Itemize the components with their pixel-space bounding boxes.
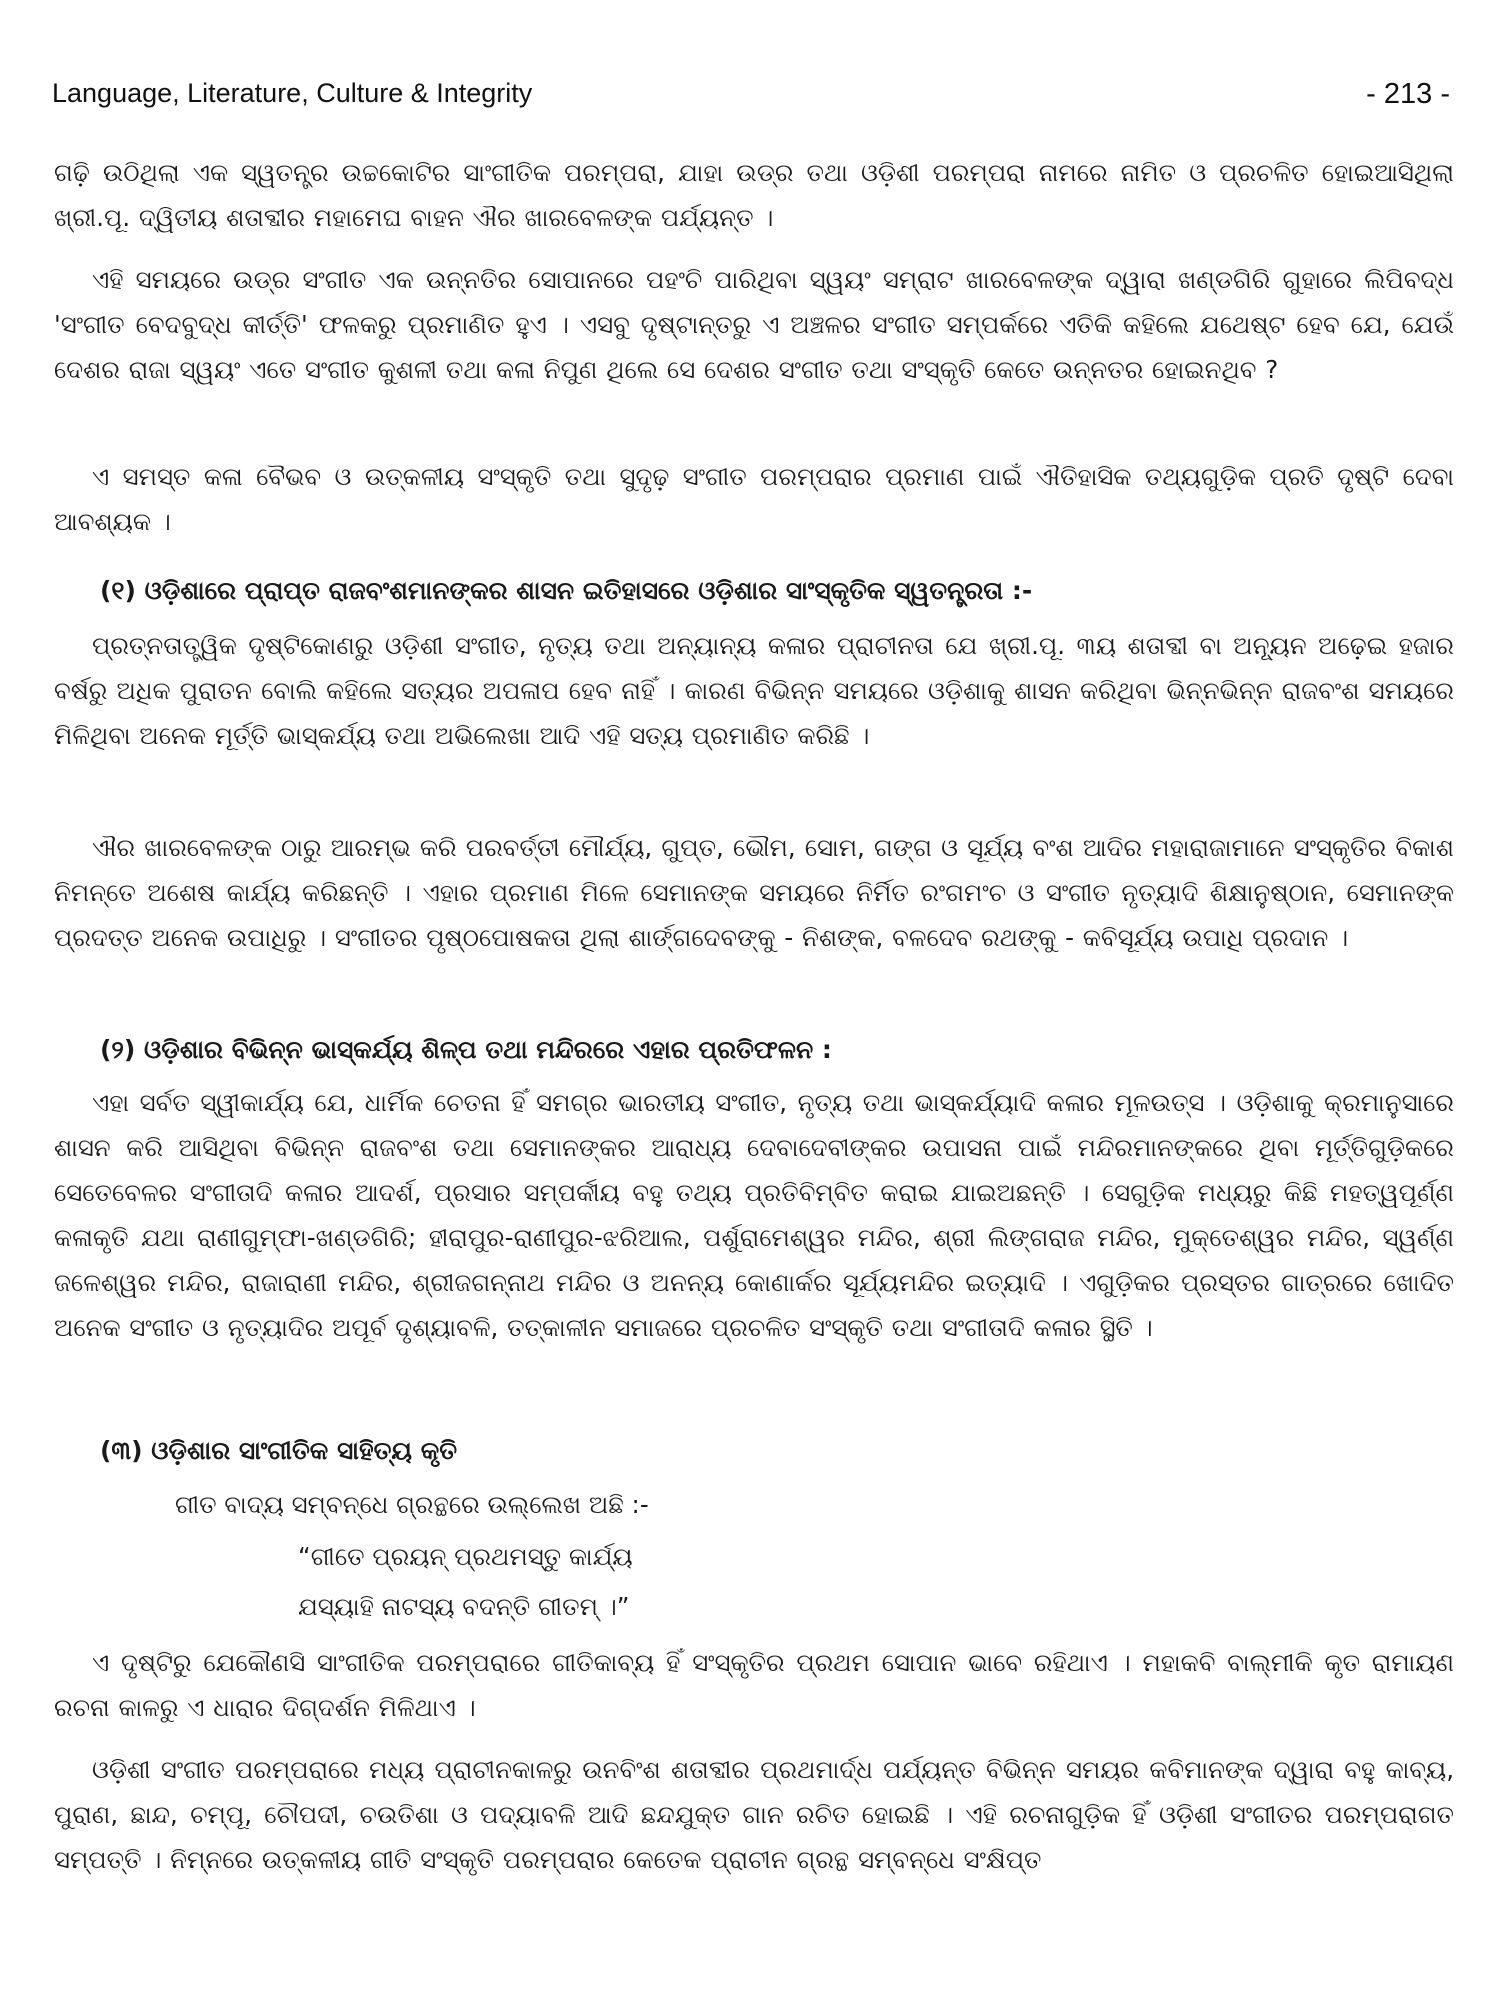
verse-intro: ଗୀତ ବାଦ୍ୟ ସମ୍ବନ୍ଧେ ଗ୍ରନ୍ଥରେ ଉଲ୍ଲେଖ ଅଛି :- [175,1490,649,1519]
paragraph-3: ଏ ସମସ୍ତ କଳା ବୈଭବ ଓ ଉତ୍କଳୀୟ ସଂସ୍କୃତି ତଥା ସୁଦୃଢ଼ ସଂଗୀତ ପରମ୍ପରାର ପ୍ରମାଣ ପାଇଁ ଐତିହାସିକ ତଥ୍ୟଗୁଡ଼ିକ ପ୍ରତି ଦୃଷ୍ଟି ଦେବା ଆବଶ୍ୟକ । [54,462,1454,536]
section-heading-2: (୨) ଓଡ଼ିଶାର ବିଭିନ୍ନ ଭାସ୍କର୍ଯ୍ୟ ଶିଳ୍ପ ତଥା ମନ୍ଦିରରେ ଏହାର ପ୍ରତିଫଳନ : [100,1035,832,1064]
paragraph-6: ଏହା ସର୍ବତ ସ୍ୱୀକାର୍ଯ୍ୟ ଯେ, ଧାର୍ମିକ ଚେତନା ହିଁ ସମଗ୍ର ଭାରତୀୟ ସଂଗୀତ, ନୃତ୍ୟ ତଥା ଭାସ୍କର୍ଯ୍ୟାଦି କଳାର ମୂଳଉତ୍ସ । ଓଡ଼ିଶାକୁ କ୍ରମାନୁସାରେ ଶାସନ କରି ଆସିଥିବା ବିଭିନ୍ନ ରାଜବଂଶ ତଥା ସେମାନଙ୍କର ଆରାଧ୍ୟ ଦେବାଦେବୀଙ୍କର ଉପାସନା ପାଇଁ ମନ୍ଦିରମାନଙ୍କରେ ଥିବା ମୂର୍ତ୍ତିଗୁଡ଼ିକରେ ସେତେବେଳର ସଂଗୀତାଦି କଳାର ଆଦର୍ଶ, ପ୍ରସାର ସମ୍ପର୍କୀୟ ବହୁ ତଥ୍ୟ ପ୍ରତିବିମ୍ବିତ କରାଇ ଯାଇଅଛନ୍ତି । ସେଗୁଡ଼ିକ ମଧ୍ୟରୁ କିଛି ମହତ୍ୱପୂର୍ଣ୍ଣ କଳାକୃତି ଯଥା ରାଣୀଗୁମ୍ଫା-ଖଣ୍ଡଗିରି; ହୀରାପୁର-ରାଣୀପୁର-ଝରିଆଲ, ପର୍ଶୁରାମେଶ୍ୱର ମନ୍ଦିର, ଶ୍ରୀ ଲିଙ୍ଗରାଜ ମନ୍ଦିର, ମୁକ୍ତେଶ୍ୱର ମନ୍ଦିର, ସ୍ୱର୍ଣ୍ଣ ଜଳେଶ୍ୱର ମନ୍ଦିର, ରାଜାରାଣୀ ମନ୍ଦିର, ଶ୍ରୀଜଗନ୍ନାଥ ମନ୍ଦିର ଓ ଅନନ୍ୟ କୋଣାର୍କର ସୂର୍ଯ୍ୟମନ୍ଦିର ଇତ୍ୟାଦି । ଏଗୁଡ଼ିକର ପ୍ରସ୍ତର ଗାତ୍ରରେ ଖୋଦିତ ଅନେକ ସଂଗୀତ ଓ ନୃତ୍ୟାଦିର ଅପୂର୍ବ ଦୃଶ୍ୟାବଳି, ତତ୍କାଳୀନ ସମାଜରେ ପ୍ରଚଳିତ ସଂସ୍କୃତି ତଥା ସଂଗୀତାଦି କଳାର ସ୍ଥିତି । [54,1088,1454,1342]
section-heading-1: (୧) ଓଡ଼ିଶାରେ ପ୍ରାପ୍ତ ରାଜବଂଶମାନଙ୍କର ଶାସନ ଇତିହାସରେ ଓଡ଼ିଶାର ସାଂସ୍କୃତିକ ସ୍ୱତନ୍ତ୍ରତା :- [100,576,1033,605]
verse-line-1: “ଗୀତେ ପ୍ରୟନ୍ ପ୍ରଥମସ୍ତୁ କାର୍ଯ୍ୟ [298,1542,633,1571]
paragraph-4: ପ୍ରତ୍ନତାତ୍ତ୍ୱିକ ଦୃଷ୍ଟିକୋଣରୁ ଓଡ଼ିଶୀ ସଂଗୀତ, ନୃତ୍ୟ ତଥା ଅନ୍ୟାନ୍ୟ କଳାର ପ୍ରାଚୀନତା ଯେ ଖ୍ରୀ.ପୂ. ୩ୟ ଶତାବ୍ଦୀ ବା ଅନ୍ୟୂନ ଅଢ଼େଇ ହଜାର ବର୍ଷରୁ ଅଧିକ ପୁରାତନ ବୋଲି କହିଲେ ସତ୍ୟର ଅପଳାପ ହେବ ନାହିଁ । କାରଣ ବିଭିନ୍ନ ସମୟରେ ଓଡ଼ିଶାକୁ ଶାସନ କରିଥିବା ଭିନ୍ନଭିନ୍ନ ରାଜବଂଶ ସମୟରେ ମିଳିଥିବା ଅନେକ ମୂର୍ତ୍ତି ଭାସ୍କର୍ଯ୍ୟ ତଥା ଅଭିଲେଖା ଆଦି ଏହି ସତ୍ୟ ପ୍ରମାଣିତ କରିଛି । [54,631,1454,750]
section-heading-3: (୩) ଓଡ଼ିଶାର ସାଂଗୀତିକ ସାହିତ୍ୟ କୃତି [100,1436,458,1465]
running-header-title: Language, Literature, Culture & Integrity [52,78,533,108]
paragraph-1: ଗଢ଼ି ଉଠିଥିଲା ଏକ ସ୍ୱତନ୍ତ୍ର ଉଚ୍ଚକୋଟିର ସାଂଗୀତିକ ପରମ୍ପରା, ଯାହା ଉଡ୍ର ତଥା ଓଡ଼ିଶୀ ପରମ୍ପରା ନାମରେ ନାମିତ ଓ ପ୍ରଚଳିତ ହୋଇଆସିଥିଲା ଖ୍ରୀ.ପୂ. ଦ୍ୱିତୀୟ ଶତାବ୍ଦୀର ମହାମେଘ ବାହନ ଐର ଖାରବେଳଙ୍କ ପର୍ଯ୍ୟନ୍ତ । [54,158,1454,232]
paragraph-5: ଐର ଖାରବେଳଙ୍କ ଠାରୁ ଆରମ୍ଭ କରି ପରବର୍ତ୍ତୀ ମୌର୍ଯ୍ୟ, ଗୁପ୍ତ, ଭୌମ, ସୋମ, ଗଙ୍ଗ ଓ ସୂର୍ଯ୍ୟ ବଂଶ ଆଦିର ମହାରାଜାମାନେ ସଂସ୍କୃତିର ବିକାଶ ନିମନ୍ତେ ଅଶେଷ କାର୍ଯ୍ୟ କରିଛନ୍ତି । ଏହାର ପ୍ରମାଣ ମିଳେ ସେମାନଙ୍କ ସମୟରେ ନିର୍ମିତ ରଂଗମଂଚ ଓ ସଂଗୀତ ନୃତ୍ୟାଦି ଶିକ୍ଷାନୁଷ୍ଠାନ, ସେମାନଙ୍କ ପ୍ରଦତ୍ତ ଅନେକ ଉପାଧିରୁ । ସଂଗୀତର ପୃଷ୍ଠପୋଷକତା ଥିଲା ଶାର୍ଙ୍ଗଦେବଙ୍କୁ - ନିଶଙ୍କ, ବଳଦେବ ରଥଙ୍କୁ - କବିସୂର୍ଯ୍ୟ ଉପାଧି ପ୍ରଦାନ । [54,833,1454,952]
paragraph-8: ଓଡ଼ିଶୀ ସଂଗୀତ ପରମ୍ପରାରେ ମଧ୍ୟ ପ୍ରାଚୀନକାଳରୁ ଉନବିଂଶ ଶତାବ୍ଦୀର ପ୍ରଥମାର୍ଦ୍ଧ ପର୍ଯ୍ୟନ୍ତ ବିଭିନ୍ନ ସମୟର କବିମାନଙ୍କ ଦ୍ୱାରା ବହୁ କାବ୍ୟ, ପୁରାଣ, ଛାନ୍ଦ, ଚମ୍ପୂ, ଚୌପଦୀ, ଚଉତିଶା ଓ ପଦ୍ୟାବଳି ଆଦି ଛନ୍ଦଯୁକ୍ତ ଗାନ ରଚିତ ହୋଇଛି । ଏହି ରଚନାଗୁଡ଼ିକ ହିଁ ଓଡ଼ିଶୀ ସଂଗୀତର ପରମ୍ପରାଗତ ସମ୍ପତ୍ତି । ନିମ୍ନରେ ଉତ୍କଳୀୟ ଗୀତି ସଂସ୍କୃତି ପରମ୍ପରାର କେତେକ ପ୍ରାଚୀନ ଗ୍ରନ୍ଥ ସମ୍ବନ୍ଧେ ସଂକ୍ଷିପ୍ତ [54,1755,1454,1874]
paragraph-7: ଏ ଦୃଷ୍ଟିରୁ ଯେକୌଣସି ସାଂଗୀତିକ ପରମ୍ପରାରେ ଗୀତିକାବ୍ୟ ହିଁ ସଂସ୍କୃତିର ପ୍ରଥମ ସୋପାନ ଭାବେ ରହିଥାଏ । ମହାକବି ବାଲ୍ମୀକି କୃତ ରାମାୟଣ ରଚନା କାଳରୁ ଏ ଧାରାର ଦିଗ୍‌ଦର୍ଶନ ମିଳିଥାଏ । [54,1648,1454,1722]
paragraph-2: ଏହି ସମୟରେ ଉଡ୍ର ସଂଗୀତ ଏକ ଉନ୍ନତିର ସୋପାନରେ ପହଂଚି ପାରିଥିବା ସ୍ୱୟଂ ସମ୍ରାଟ ଖାରବେଳଙ୍କ ଦ୍ୱାରା ଖଣ୍ଡଗିରି ଗୁହାରେ ଲିପିବଦ୍ଧ 'ସଂଗୀତ ବେଦବୁଦ୍ଧ କୀର୍ତ୍ତି' ଫଳକରୁ ପ୍ରମାଣିତ ହୁଏ । ଏସବୁ ଦୃଷ୍ଟାନ୍ତରୁ ଏ ଅଞ୍ଚଳର ସଂଗୀତ ସମ୍ପର୍କରେ ଏତିକି କହିଲେ ଯଥେଷ୍ଟ ହେବ ଯେ, ଯେଉଁ ଦେଶର ରାଜା ସ୍ୱୟଂ ଏତେ ସଂଗୀତ କୁଶଳୀ ତଥା କଳା ନିପୁଣ ଥିଲେ ସେ ଦେଶର ସଂଗୀତ ତଥା ସଂସ୍କୃତି କେତେ ଉନ୍ନତର ହୋଇନଥିବ ? [54,265,1454,384]
verse-line-2: ଯସ୍ୟାହି ନାଟସ୍ୟ ବଦନ୍ତି ଗୀତମ୍ ।” [298,1592,630,1621]
page-number: - 213 - [1366,78,1450,110]
